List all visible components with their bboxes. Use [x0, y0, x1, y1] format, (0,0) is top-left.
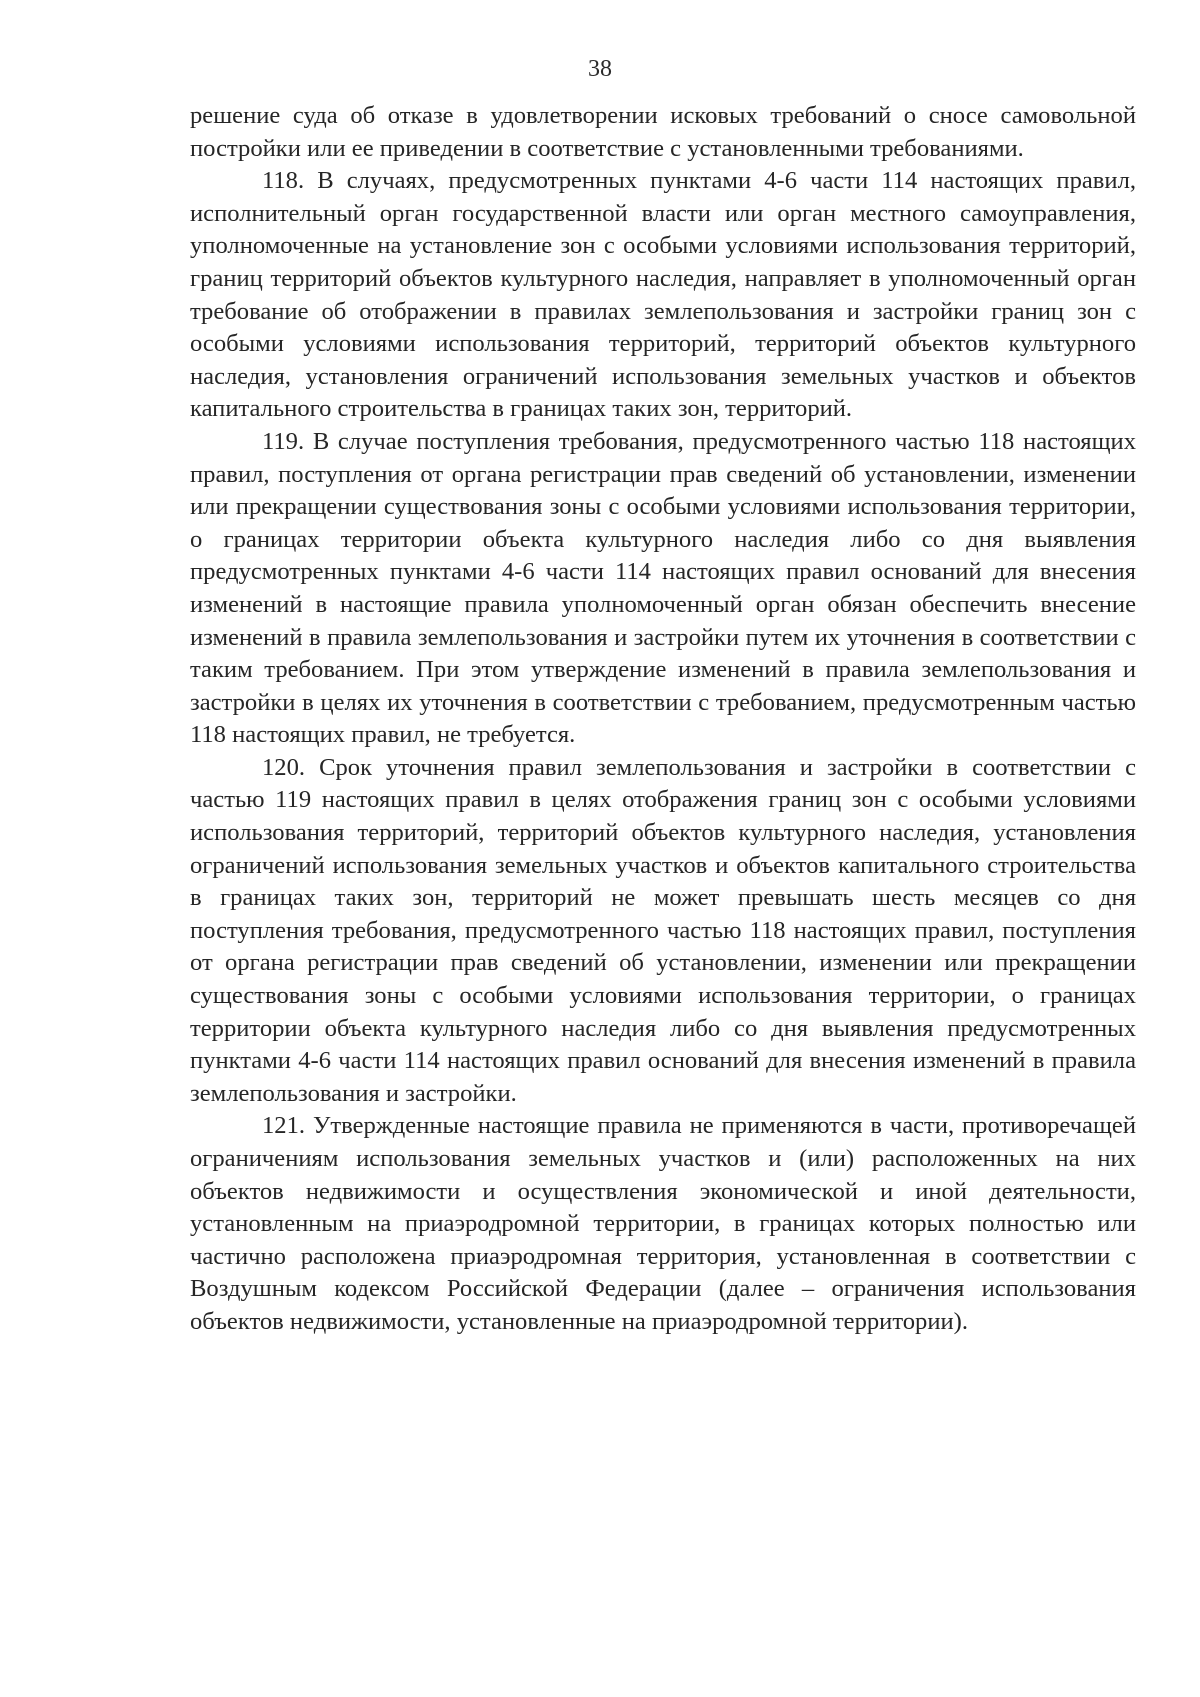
paragraph-118: 118. В случаях, предусмотренных пунктами 4-6 части 114 настоящих правил, исполнительный орган государственной власти или орган местного самоуправления, уполномоченные на установление зон с особыми условиями использования территорий, границ территорий объектов культурного наследия, направляет в уполномоченный орган требование об отображении в правилах землепользования и застройки границ зон с особыми условиями использования территорий, территорий объектов культурного наследия, установления ограничений использования земельных участков и объектов капитального строительства в границах таких зон, территорий. [190, 167, 1136, 423]
paragraph-121: 121. Утвержденные настоящие правила не применяются в части, противоречащей ограничениям использования земельных участков и (или) расположенных на них объектов недвижимости и осуществления экономической и иной деятельности, установленным на приаэродромной территории, в границах которых полностью или частично расположена приаэродромная территория, установленная в соответствии с Воздушным кодексом Российской Федерации (далее – ограничения использования объектов недвижимости, установленные на приаэродромной территории). [190, 1112, 1136, 1335]
paragraph-117-continuation: решение суда об отказе в удовлетворении исковых требований о сносе самовольной постройки или ее приведении в соответствие с установленными требованиями. [190, 102, 1136, 162]
document-body [190, 100, 1136, 1339]
paragraph-119: 119. В случае поступления требования, предусмотренного частью 118 настоящих правил, поступления от органа регистрации прав сведений об установлении, изменении или прекращении существования зоны с особыми условиями использования территории, о границах территории объекта культурного наследия либо со дня выявления предусмотренных пунктами 4-6 части 114 настоящих правил оснований для внесения изменений в настоящие правила уполномоченный орган обязан обеспечить внесение изменений в правила землепользования и застройки путем их уточнения в соответствии с таким требованием. При этом утверждение изменений в правила землепользования и застройки в целях их уточнения в соответствии с требованием, предусмотренным частью 118 настоящих правил, не требуется. [190, 427, 1136, 749]
page-number: 38 [588, 56, 612, 82]
paragraph-120: 120. Срок уточнения правил землепользования и застройки в соответствии с частью 119 настоящих правил в целях отображения границ зон с особыми условиями использования территорий, территорий объектов культурного наследия, установления ограничений использования земельных участков и объектов капитального строительства в границах таких зон, территорий не может превышать шесть месяцев со дня поступления требования, предусмотренного частью 118 настоящих правил, поступления от органа регистрации прав сведений об установлении, изменении или прекращении существования зоны с особыми условиями использования территории, о границах территории объекта культурного наследия либо со дня выявления предусмотренных пунктами 4-6 части 114 настоящих правил оснований для внесения изменений в правила землепользования и застройки. [190, 753, 1136, 1107]
